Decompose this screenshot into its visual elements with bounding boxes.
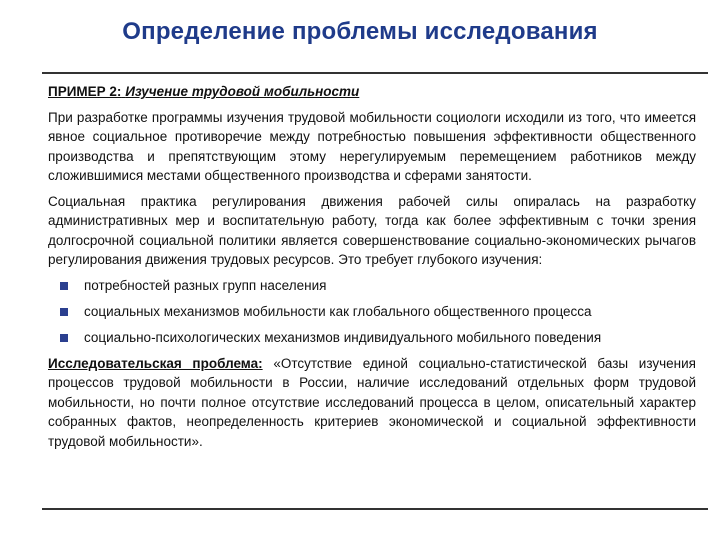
list-item-text: социальных механизмов мобильности как глобального общественного процесса xyxy=(84,303,592,319)
square-bullet-icon xyxy=(60,334,68,342)
list-item xyxy=(48,276,696,295)
paragraph-practice: Социальная практика регулирования движения рабочей силы опиралась на разработку административных мер и воспитательную работу, тогда как более эффективным с точки зрения долгосрочной социальной политики является совершенствование социально-экономических рычагов регулирования движения трудовых ресурсов. Это требует глубокого изучения: xyxy=(48,193,696,267)
research-problem-text: «Отсутствие единой социально-статистической базы изучения процессов трудовой мобильности в России, наличие исследований отдельных форм трудовой мобильности, но почти полное отсутствие исследований процесса в целом, описательный характер собранных фактов, неопределенность критериев экономической и социальной эффективности трудовой мобильности». xyxy=(48,355,696,449)
square-bullet-icon xyxy=(60,282,68,290)
list-item xyxy=(48,302,696,321)
list-item-text: социально-психологических механизмов индивидуального мобильного поведения xyxy=(84,329,602,345)
paragraph-intro: При разработке программы изучения трудовой мобильности социологи исходили из того, что имеется явное социальное противоречие между потребностью повышения эффективности общественного производства и препятствующим этому нерегулируемым перемещением работников между сложившимися местами общественного производства и сферами занятости. xyxy=(48,109,696,183)
list-item xyxy=(48,328,696,347)
square-bullet-icon xyxy=(60,308,68,316)
example-heading xyxy=(48,82,696,102)
bottom-divider xyxy=(42,508,708,510)
bullet-list xyxy=(48,276,696,347)
example-label: ПРИМЕР 2: xyxy=(48,84,122,99)
research-problem-label: Исследовательская проблема: xyxy=(48,355,263,371)
page-title: Определение проблемы исследования xyxy=(122,18,598,45)
example-topic: Изучение трудовой мобильности xyxy=(125,84,360,99)
top-divider xyxy=(42,72,708,74)
research-problem xyxy=(48,354,696,452)
slide-content xyxy=(48,82,696,457)
list-item-text: потребностей разных групп населения xyxy=(84,277,327,293)
